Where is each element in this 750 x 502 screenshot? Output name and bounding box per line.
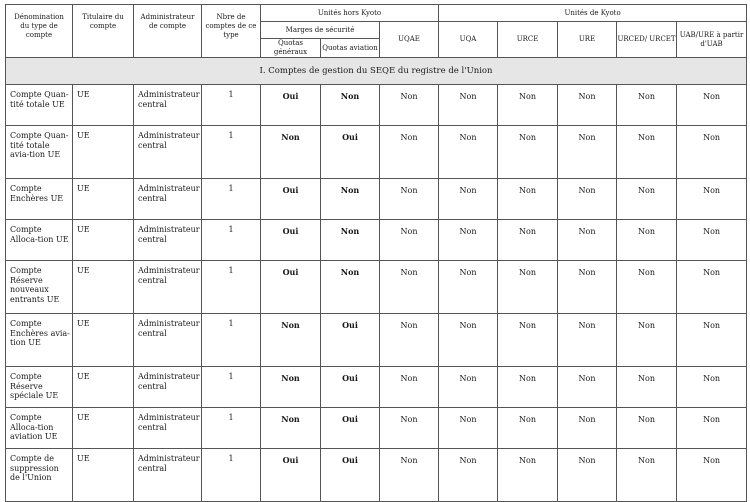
administrateur-cell: Administrateur central: [134, 449, 202, 502]
quotas-generaux-cell: Non: [261, 367, 321, 408]
header-uab: UAB/URE à partir d'UAB: [677, 22, 747, 58]
uqae-cell: Non: [380, 449, 439, 502]
uab-cell: Non: [677, 85, 747, 126]
uab-cell: Non: [677, 449, 747, 502]
table-row: [6, 449, 747, 502]
administrateur-cell: Administrateur central: [134, 179, 202, 220]
nbre-comptes-cell: 1: [202, 85, 261, 126]
quotas-generaux-cell: Non: [261, 314, 321, 367]
quotas-aviation-cell: Oui: [321, 126, 380, 179]
uqa-cell: Non: [439, 179, 498, 220]
urced-urcet-cell: Non: [617, 449, 677, 502]
uab-cell: Non: [677, 179, 747, 220]
urce-cell: Non: [498, 220, 558, 261]
urce-cell: Non: [498, 179, 558, 220]
urced-urcet-cell: Non: [617, 367, 677, 408]
uqae-cell: Non: [380, 126, 439, 179]
uab-cell: Non: [677, 220, 747, 261]
urced-urcet-cell: Non: [617, 179, 677, 220]
titulaire-cell: UE: [73, 261, 134, 314]
table-body: [6, 58, 747, 502]
quotas-generaux-cell: Oui: [261, 85, 321, 126]
header-quotas-aviation: Quotas aviation: [321, 39, 380, 58]
table-row: [6, 367, 747, 408]
ure-cell: Non: [558, 126, 617, 179]
quotas-generaux-cell: Non: [261, 408, 321, 449]
header-urced-urcet: URCED/ URCET: [617, 22, 677, 58]
uqa-cell: Non: [439, 408, 498, 449]
account-type-cell: Compte de suppression de l'Union: [6, 449, 73, 502]
quotas-aviation-cell: Oui: [321, 367, 380, 408]
titulaire-cell: UE: [73, 449, 134, 502]
quotas-aviation-cell: Oui: [321, 408, 380, 449]
administrateur-cell: Administrateur central: [134, 261, 202, 314]
uqa-cell: Non: [439, 220, 498, 261]
quotas-generaux-cell: Oui: [261, 261, 321, 314]
header-denomination: Dénomination du type de compte: [6, 5, 73, 58]
nbre-comptes-cell: 1: [202, 367, 261, 408]
nbre-comptes-cell: 1: [202, 408, 261, 449]
titulaire-cell: UE: [73, 367, 134, 408]
uqae-cell: Non: [380, 179, 439, 220]
account-type-cell: Compte Réserve spéciale UE: [6, 367, 73, 408]
quotas-aviation-cell: Non: [321, 220, 380, 261]
urce-cell: Non: [498, 408, 558, 449]
table-row: [6, 85, 747, 126]
ure-cell: Non: [558, 367, 617, 408]
urce-cell: Non: [498, 261, 558, 314]
account-type-cell: Compte Alloca-tion aviation UE: [6, 408, 73, 449]
titulaire-cell: UE: [73, 408, 134, 449]
uab-cell: Non: [677, 261, 747, 314]
quotas-aviation-cell: Oui: [321, 314, 380, 367]
ure-cell: Non: [558, 261, 617, 314]
uqa-cell: Non: [439, 367, 498, 408]
table-row: [6, 179, 747, 220]
titulaire-cell: UE: [73, 314, 134, 367]
table-row: [6, 261, 747, 314]
nbre-comptes-cell: 1: [202, 126, 261, 179]
uab-cell: Non: [677, 126, 747, 179]
titulaire-cell: UE: [73, 179, 134, 220]
uab-cell: Non: [677, 314, 747, 367]
uqae-cell: Non: [380, 408, 439, 449]
uqa-cell: Non: [439, 449, 498, 502]
administrateur-cell: Administrateur central: [134, 314, 202, 367]
administrateur-cell: Administrateur central: [134, 126, 202, 179]
ure-cell: Non: [558, 85, 617, 126]
header-kyoto: Unités de Kyoto: [439, 5, 747, 22]
account-type-cell: Compte Alloca-tion UE: [6, 220, 73, 261]
nbre-comptes-cell: 1: [202, 449, 261, 502]
header-nbre-comptes: Nbre de comptes de ce type: [202, 5, 261, 58]
urced-urcet-cell: Non: [617, 408, 677, 449]
uab-cell: Non: [677, 408, 747, 449]
titulaire-cell: UE: [73, 220, 134, 261]
account-type-cell: Compte Réserve nouveaux entrants UE: [6, 261, 73, 314]
uqa-cell: Non: [439, 85, 498, 126]
urced-urcet-cell: Non: [617, 220, 677, 261]
nbre-comptes-cell: 1: [202, 261, 261, 314]
nbre-comptes-cell: 1: [202, 220, 261, 261]
uqae-cell: Non: [380, 314, 439, 367]
administrateur-cell: Administrateur central: [134, 220, 202, 261]
header-titulaire: Titulaire du compte: [73, 5, 134, 58]
header-uqae: UQAE: [380, 22, 439, 58]
ure-cell: Non: [558, 449, 617, 502]
account-type-cell: Compte Quan-tité totale avia-tion UE: [6, 126, 73, 179]
quotas-generaux-cell: Oui: [261, 220, 321, 261]
uab-cell: Non: [677, 367, 747, 408]
quotas-generaux-cell: Oui: [261, 179, 321, 220]
table-row: [6, 314, 747, 367]
quotas-generaux-cell: Non: [261, 126, 321, 179]
header-uqa: UQA: [439, 22, 498, 58]
table-row: [6, 220, 747, 261]
header-ure: URE: [558, 22, 617, 58]
table-row: [6, 408, 747, 449]
ure-cell: Non: [558, 408, 617, 449]
account-type-cell: Compte Enchères UE: [6, 179, 73, 220]
titulaire-cell: UE: [73, 85, 134, 126]
uqae-cell: Non: [380, 220, 439, 261]
header-quotas-generaux: Quotas généraux: [261, 39, 321, 58]
header-hors-kyoto: Unités hors Kyoto: [261, 5, 439, 22]
quotas-generaux-cell: Oui: [261, 449, 321, 502]
table-row: [6, 126, 747, 179]
accounts-table-container: [5, 4, 746, 502]
urce-cell: Non: [498, 449, 558, 502]
nbre-comptes-cell: 1: [202, 179, 261, 220]
nbre-comptes-cell: 1: [202, 314, 261, 367]
section-row: [6, 58, 747, 85]
account-type-cell: Compte Enchères avia-tion UE: [6, 314, 73, 367]
header-administrateur: Administrateur de compte: [134, 5, 202, 58]
ure-cell: Non: [558, 220, 617, 261]
administrateur-cell: Administrateur central: [134, 408, 202, 449]
table-header: [6, 5, 747, 58]
header-urce: URCE: [498, 22, 558, 58]
urced-urcet-cell: Non: [617, 261, 677, 314]
urced-urcet-cell: Non: [617, 85, 677, 126]
titulaire-cell: UE: [73, 126, 134, 179]
administrateur-cell: Administrateur central: [134, 367, 202, 408]
section-title: I. Comptes de gestion du SEQE du registre de l'Union: [6, 58, 747, 85]
quotas-aviation-cell: Non: [321, 261, 380, 314]
uqa-cell: Non: [439, 261, 498, 314]
urce-cell: Non: [498, 367, 558, 408]
uqae-cell: Non: [380, 261, 439, 314]
urced-urcet-cell: Non: [617, 314, 677, 367]
urce-cell: Non: [498, 126, 558, 179]
uqa-cell: Non: [439, 314, 498, 367]
account-type-cell: Compte Quan-tité totale UE: [6, 85, 73, 126]
uqae-cell: Non: [380, 85, 439, 126]
uqa-cell: Non: [439, 126, 498, 179]
uqae-cell: Non: [380, 367, 439, 408]
header-marges-securite: Marges de sécurité: [261, 22, 380, 39]
quotas-aviation-cell: Non: [321, 179, 380, 220]
quotas-aviation-cell: Non: [321, 85, 380, 126]
administrateur-cell: Administrateur central: [134, 85, 202, 126]
ure-cell: Non: [558, 179, 617, 220]
urce-cell: Non: [498, 85, 558, 126]
urced-urcet-cell: Non: [617, 126, 677, 179]
urce-cell: Non: [498, 314, 558, 367]
ure-cell: Non: [558, 314, 617, 367]
quotas-aviation-cell: Oui: [321, 449, 380, 502]
accounts-table: [5, 4, 747, 502]
